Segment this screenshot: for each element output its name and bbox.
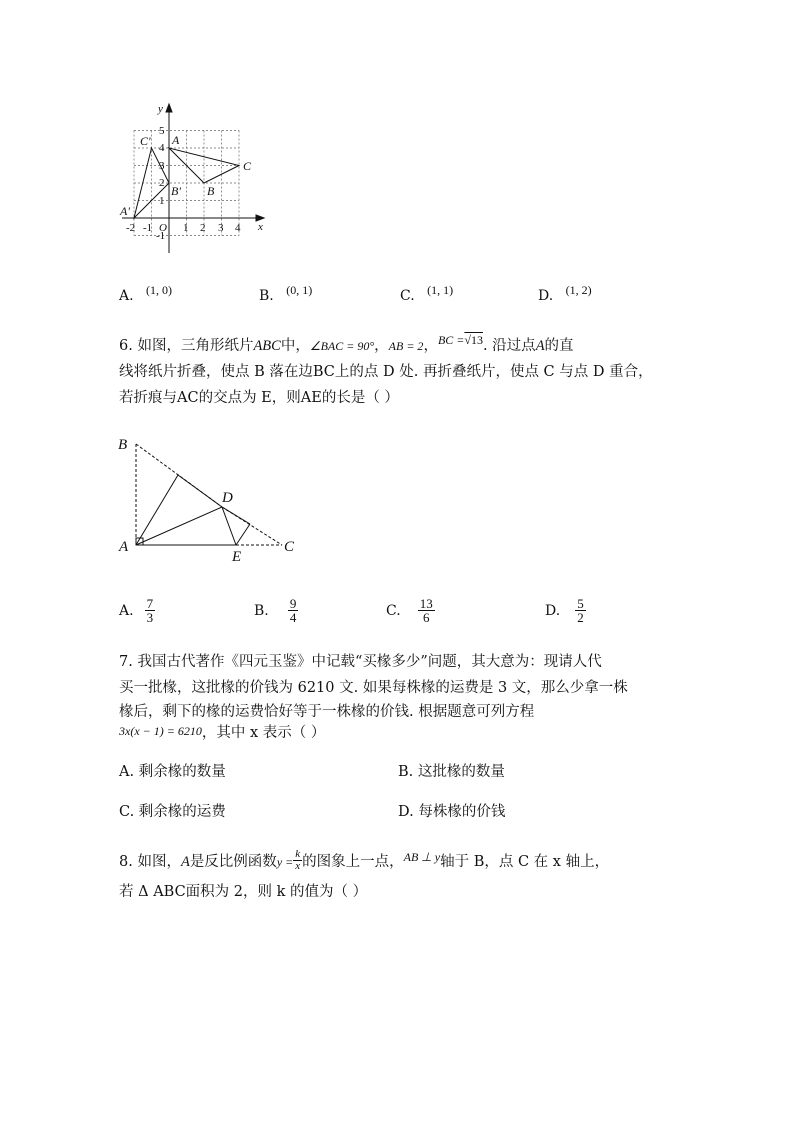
q6-option-b-letter: B. — [254, 603, 269, 619]
q5-option-c-letter: C. — [400, 288, 415, 304]
q7-option-a-text: 剩余椽的数量 — [138, 764, 226, 780]
q5-option-c[interactable] — [400, 283, 453, 309]
q6-a: A — [535, 338, 545, 354]
q6-ab: AB = 2 — [388, 339, 424, 353]
q6-text-d: 的直 — [544, 338, 574, 354]
label-d: D — [222, 490, 233, 506]
x-tick-3: 3 — [218, 222, 224, 234]
q6-sqrt: √13 — [464, 333, 483, 347]
q6-text-b: 中， — [280, 338, 310, 354]
q6-option-c-num: 13 — [419, 596, 433, 611]
y-tick-5: 5 — [159, 125, 165, 137]
q6-option-b-num: 9 — [289, 596, 297, 611]
q7-line-4 — [119, 720, 325, 746]
q6-text-a: 6. 如图，三角形纸片 — [119, 338, 254, 354]
y-tick-3: 3 — [159, 160, 165, 172]
q6-option-a-den: 3 — [146, 610, 154, 625]
q6-option-b[interactable] — [254, 597, 298, 631]
q6-option-b-fraction — [288, 597, 299, 624]
x-axis-label: x — [258, 221, 263, 233]
q5-option-b-letter: B. — [259, 288, 274, 304]
q6-option-d-den: 2 — [577, 610, 584, 625]
q6-option-d-letter: D. — [545, 603, 561, 619]
q8-text-b: 是反比例函数 — [189, 854, 277, 870]
q6-option-d[interactable] — [545, 597, 586, 631]
y-tick-2: 2 — [159, 177, 165, 189]
q6-angle: ∠BAC = 90° — [309, 339, 375, 353]
q7-option-c[interactable] — [119, 799, 226, 825]
label-a-prime: A' — [120, 204, 130, 218]
q7-line-2: 买一批椽，这批椽的价钱为 6210 文. 如果每株椽的运费是 3 文，那么少拿一株 — [119, 680, 628, 696]
label-b: B — [207, 184, 215, 198]
q7-option-d-letter: D. — [398, 804, 414, 820]
q8-perp: AB ⊥ y — [403, 850, 441, 864]
q6-option-b-den: 4 — [289, 610, 297, 625]
q6-line-1 — [119, 333, 574, 359]
q7-option-c-text: 剩余椽的运费 — [138, 804, 226, 820]
triangle-fold-figure — [112, 430, 302, 565]
q6-comma-2: ， — [423, 338, 438, 354]
x-tick-origin: O — [159, 222, 167, 234]
q8-line-2: 若 Δ ABC面积为 2，则 k 的值为（ ） — [119, 884, 368, 900]
q6-option-d-num: 5 — [577, 596, 584, 611]
x-tick-1: 1 — [183, 222, 189, 234]
label-c-prime: C' — [140, 134, 151, 148]
q5-option-d[interactable] — [538, 283, 592, 309]
q6-option-a-letter: A. — [119, 603, 134, 619]
q5-option-a-value: (1, 0) — [146, 283, 173, 297]
q6-abc: ABC — [253, 338, 281, 354]
q7-option-b[interactable] — [398, 759, 505, 785]
point-labels — [119, 133, 252, 218]
label-c: C — [243, 159, 252, 173]
y-tick-1: 1 — [159, 195, 165, 207]
q7-option-d-text: 每株椽的价钱 — [418, 804, 506, 820]
y-tick-minus1: -1 — [156, 230, 166, 242]
q7-equation: 3x(x − 1) = 6210 — [119, 724, 202, 738]
q8-text-a: 8. 如图， — [119, 854, 181, 870]
label-c: C — [284, 539, 295, 555]
q7-option-c-letter: C. — [119, 804, 135, 820]
q6-option-c-fraction — [418, 597, 435, 624]
q6-option-a[interactable] — [119, 597, 155, 631]
q5-option-a[interactable] — [119, 283, 172, 309]
label-e: E — [232, 549, 242, 565]
q5-option-b-value: (0, 1) — [286, 283, 313, 297]
x-tick-minus1: -1 — [143, 222, 153, 234]
q8-func-fraction — [293, 849, 302, 872]
q6-line-3: 若折痕与AC的交点为 E，则AE的长是（ ） — [119, 390, 399, 406]
x-tick-4: 4 — [235, 222, 241, 234]
q8-text-d: 轴于 B，点 C 在 x 轴上， — [440, 854, 610, 870]
q6-line-2: 线将纸片折叠，使点 B 落在边BC上的点 D 处. 再折叠纸片，使点 C 与点 D 重合， — [119, 364, 653, 380]
q8-text-c: 的图象上一点， — [302, 854, 404, 870]
q7-option-d[interactable] — [398, 799, 505, 825]
q7-option-a-letter: A. — [119, 764, 135, 780]
q6-option-c-den: 6 — [423, 610, 430, 625]
q6-option-a-num: 7 — [146, 596, 154, 611]
x-tick-minus2: -2 — [126, 222, 136, 234]
q6-option-d-fraction — [575, 597, 586, 624]
label-b: B — [118, 437, 128, 453]
y-tick-4: 4 — [159, 142, 165, 154]
q5-option-a-letter: A. — [119, 288, 134, 304]
q8-func-num: k — [295, 847, 301, 860]
q7-line-3: 椽后，剩下的椽的运费恰好等于一株椽的价钱. 根据题意可列方程 — [119, 704, 535, 720]
q7-line-1: 7. 我国古代著作《四元玉鉴》中记载“买椽多少”问题，其大意为：现请人代 — [119, 654, 602, 670]
label-b-prime: B' — [171, 184, 181, 198]
x-tick-2: 2 — [200, 222, 206, 234]
q8-line-1 — [119, 849, 609, 875]
q7-option-b-text: 这批椽的数量 — [417, 764, 505, 780]
q5-option-d-letter: D. — [538, 288, 554, 304]
q8-func-y: y = — [276, 855, 294, 869]
label-a: A — [172, 133, 180, 147]
q7-option-b-letter: B. — [398, 764, 414, 780]
q6-bc: BC = — [437, 333, 465, 347]
q6-option-c-letter: C. — [386, 603, 401, 619]
q5-option-b[interactable] — [259, 283, 312, 309]
label-a: A — [119, 539, 129, 555]
q8-func-den: x — [295, 859, 301, 872]
q8-a: A — [180, 854, 190, 870]
q5-option-d-value: (1, 2) — [565, 283, 592, 297]
q7-option-a[interactable] — [119, 759, 226, 785]
coordinate-figure — [112, 98, 282, 258]
y-axis-label: y — [158, 103, 163, 115]
q6-option-a-fraction — [145, 597, 156, 624]
q7-line-4-text: ，其中 x 表示（ ） — [201, 725, 326, 741]
q6-comma-1: ， — [374, 338, 389, 354]
q6-text-c: . 沿过点 — [482, 338, 536, 354]
q5-option-c-value: (1, 1) — [427, 283, 454, 297]
q6-option-c[interactable] — [386, 597, 435, 631]
